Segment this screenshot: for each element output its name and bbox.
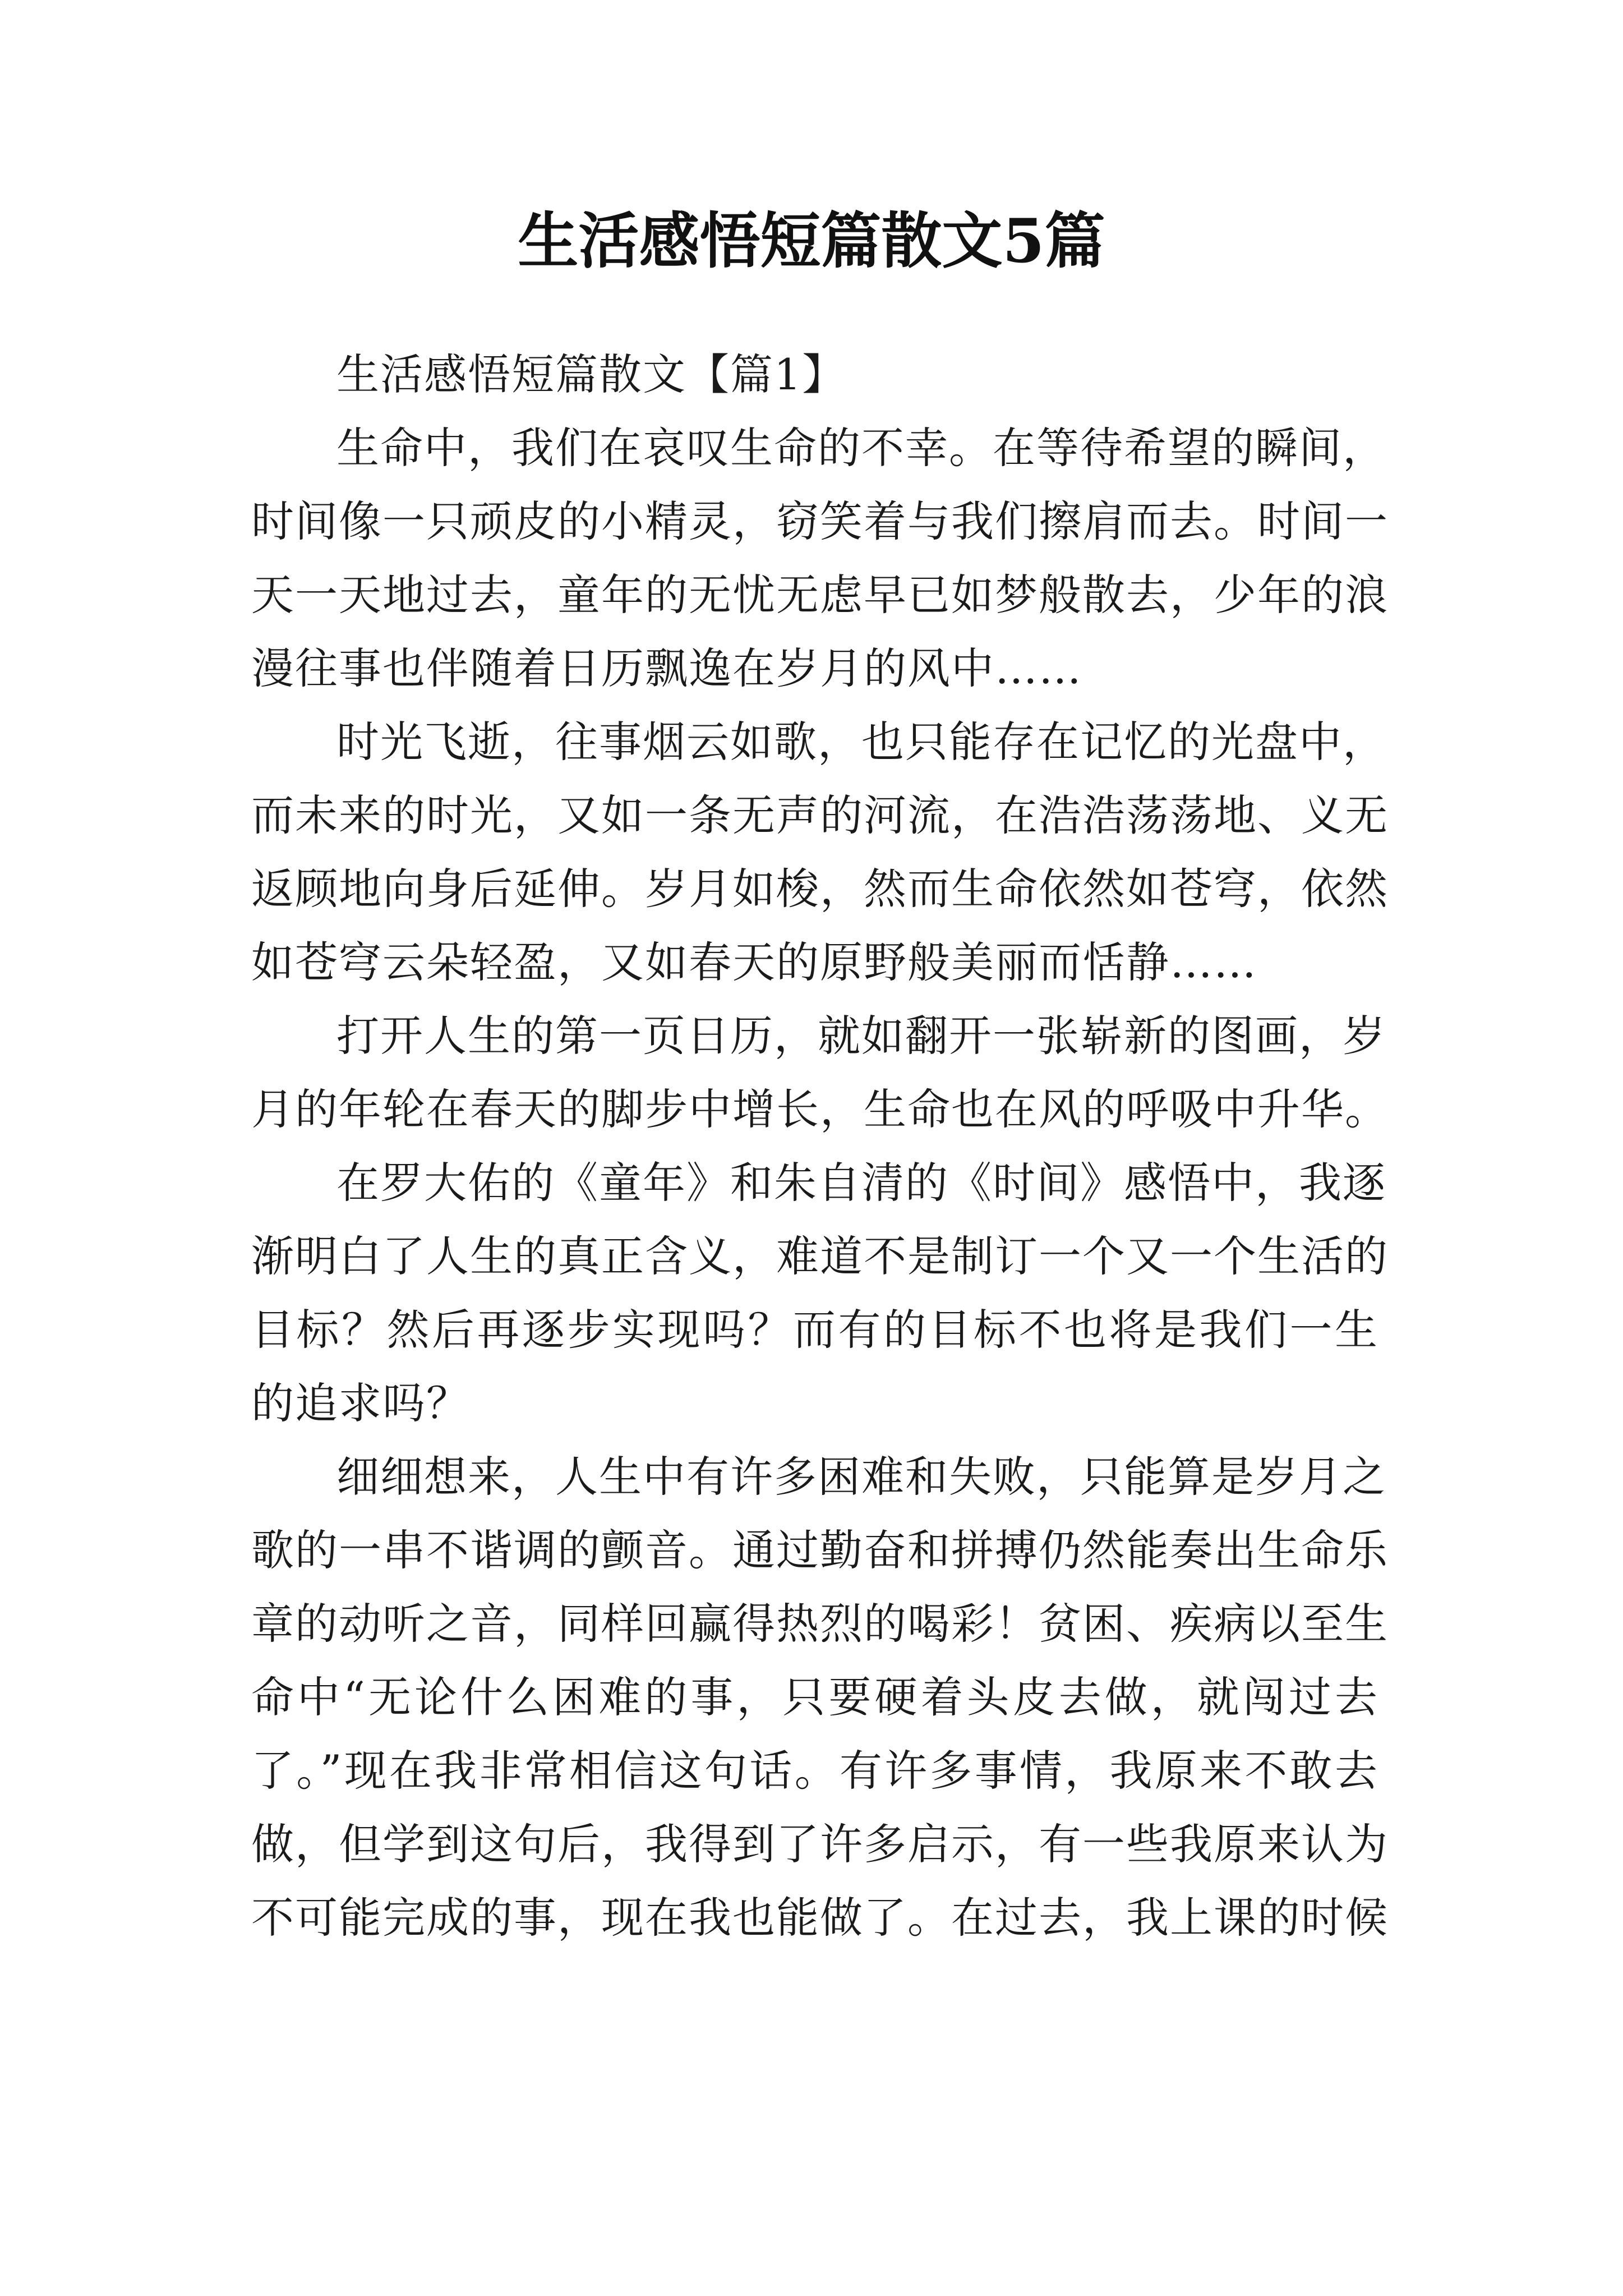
- paragraph: [251, 999, 1389, 1146]
- paragraph-line: 目标？然后再逐步实现吗？而有的目标不也将是我们一生: [251, 1305, 1378, 1355]
- paragraph-line: 天一天地过去，童年的无忧无虑早已如梦般散去，少年的浪: [251, 570, 1389, 620]
- paragraph: [251, 1146, 1389, 1440]
- paragraph-line: 如苍穹云朵轻盈，又如春天的原野般美丽而恬静……: [251, 937, 1257, 987]
- paragraph-line: 歌的一串不谐调的颤音。通过勤奋和拼搏仍然能奏出生命乐: [251, 1525, 1389, 1575]
- paragraph-line: 细细想来，人生中有许多困难和失败，只能算是岁月之: [336, 1452, 1386, 1502]
- paragraph-line: 返顾地向身后延伸。岁月如梭，然而生命依然如苍穹，依然: [251, 864, 1389, 914]
- paragraph: [251, 1440, 1389, 1954]
- document-body: [251, 338, 1389, 1954]
- paragraph-line: 的追求吗？: [251, 1378, 470, 1428]
- paragraph-list: [251, 411, 1389, 1954]
- paragraph-line: 月的年轮在春天的脚步中增长，生命也在风的呼吸中升华。: [251, 1084, 1389, 1134]
- paragraph-line: 生命中，我们在哀叹生命的不幸。在等待希望的瞬间，: [336, 423, 1386, 473]
- paragraph: [251, 705, 1389, 999]
- paragraph-line: 了。”现在我非常相信这句话。有许多事情，我原来不敢去: [251, 1746, 1378, 1796]
- paragraph-line: 漫往事也伴随着日历飘逸在岁月的风中……: [251, 643, 1082, 693]
- paragraph-line: 打开人生的第一页日历，就如翻开一张崭新的图画，岁: [336, 1011, 1386, 1061]
- section-heading: 生活感悟短篇散文【篇1】: [336, 349, 846, 399]
- document-title: 生活感悟短篇散文5篇: [518, 206, 1105, 277]
- paragraph: [251, 411, 1389, 705]
- paragraph-line: 渐明白了人生的真正含义，难道不是制订一个又一个生活的: [251, 1231, 1389, 1281]
- paragraph-line: 章的动听之音，同样回赢得热烈的喝彩！贫困、疾病以至生: [251, 1599, 1389, 1649]
- paragraph-line: 命中“无论什么困难的事，只要硬着头皮去做，就闯过去: [251, 1672, 1378, 1722]
- paragraph-line: 在罗大佑的《童年》和朱自清的《时间》感悟中，我逐: [336, 1158, 1386, 1208]
- paragraph-line: 时光飞逝，往事烟云如歌，也只能存在记忆的光盘中，: [336, 717, 1386, 767]
- paragraph-line: 而未来的时光，又如一条无声的河流，在浩浩荡荡地、义无: [251, 790, 1389, 840]
- paragraph-line: 不可能完成的事，现在我也能做了。在过去，我上课的时候: [251, 1893, 1389, 1943]
- paragraph-line: 时间像一只顽皮的小精灵，窃笑着与我们擦肩而去。时间一: [251, 496, 1389, 546]
- paragraph-line: 做，但学到这句后，我得到了许多启示，有一些我原来认为: [251, 1819, 1389, 1869]
